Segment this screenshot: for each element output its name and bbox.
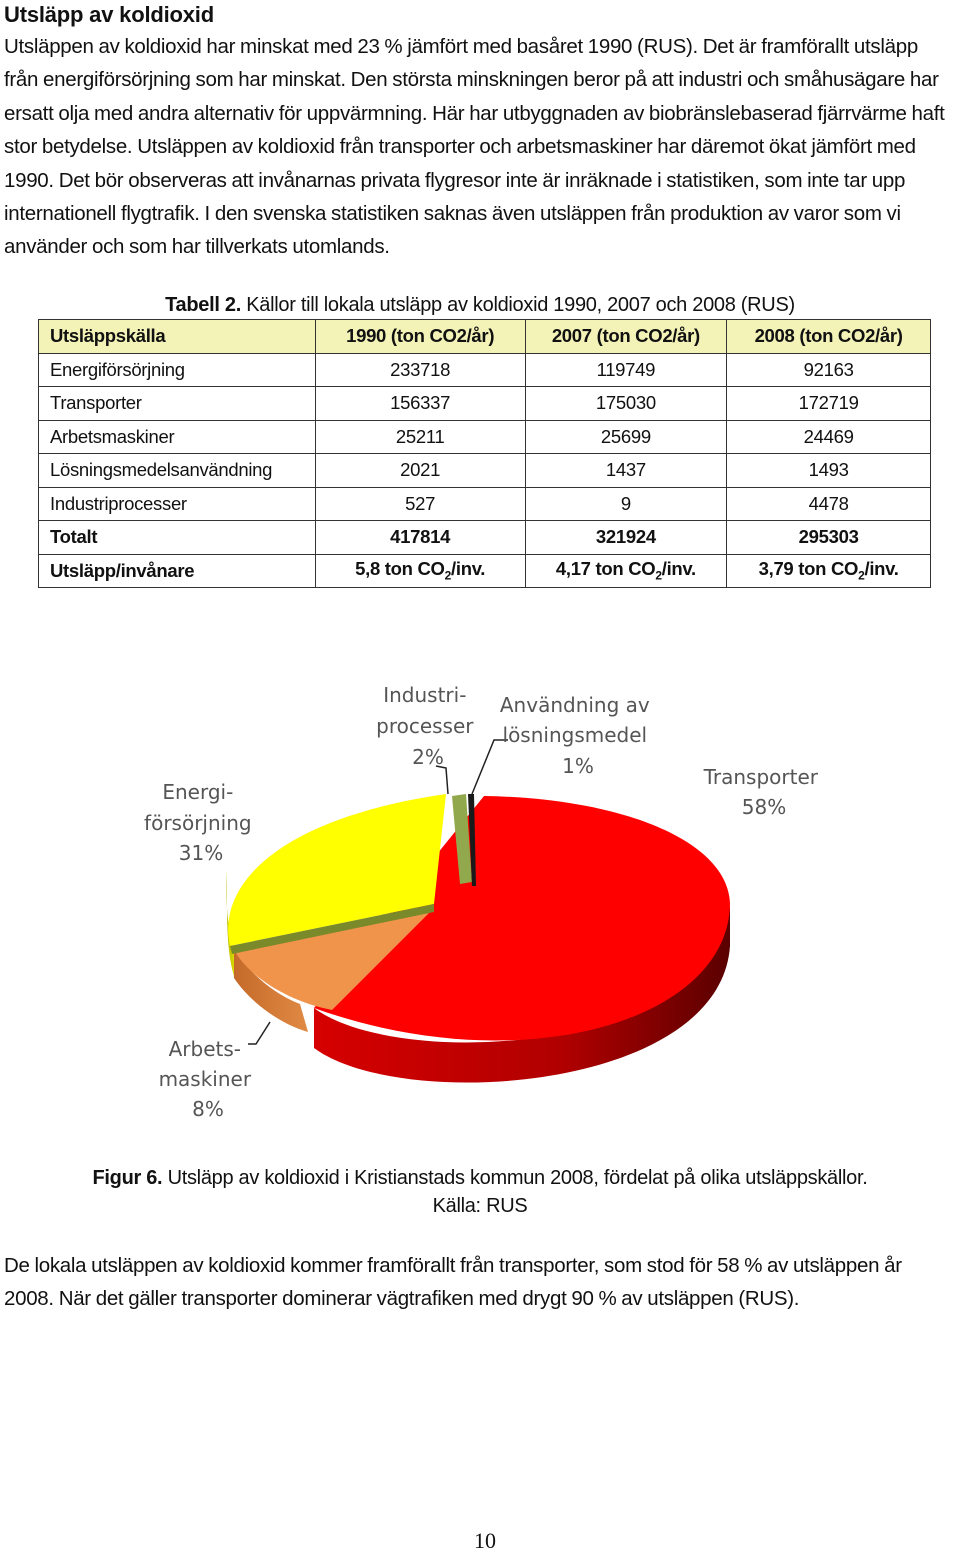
table-cell: 295303 <box>727 521 931 555</box>
unit-text: /inv. <box>864 558 899 580</box>
table-row <box>39 353 931 387</box>
table-cell <box>727 554 931 588</box>
losning-label <box>500 693 656 778</box>
label-line: Industri- <box>383 683 467 707</box>
intro-paragraph: Utsläppen av koldioxid har minskat med 23 % jämfört med basåret 1990 (RUS). Det är framförallt utsläpp från energiförsörjning som har minskat. Den största minskningen beror på att industri och småhusägare har ersatt olja med andra alternativ för uppvärmning. Här har utbyggnaden av biobränslebaserad fjärrvärme haft stor betydelse. Utsläppen av koldioxid från transporter och arbetsmaskiner har däremot ökat jämfört med 1990. Det bör observeras att invånarnas privata flygresor inte är inräknade i statistiken, som inte tar upp internationell flygtrafik. I den svenska statistiken saknas även utsläppen från produktion av varor som vi använder och som har tillverkats utomlands. <box>4 35 945 259</box>
label-value: 1% <box>562 754 594 778</box>
label-line: Transporter <box>703 765 819 789</box>
label-line: Användning av <box>499 693 650 717</box>
unit-text: /inv. <box>451 558 486 580</box>
table-row <box>39 487 931 521</box>
unit-text: /inv. <box>661 558 696 580</box>
header-cell: 1990 (ton CO2/år) <box>315 320 525 354</box>
label-line: Arbets- <box>168 1037 242 1061</box>
table-cell: 24469 <box>727 420 931 454</box>
value-text: 5,8 ton CO <box>355 558 445 580</box>
table-total-row <box>39 521 931 555</box>
table-cell: 2021 <box>315 454 525 488</box>
figure-caption-text: Utsläpp av koldioxid i Kristianstads kommun 2008, fördelat på olika utsläppskällor. <box>162 1167 868 1189</box>
industri-leader-line <box>436 766 448 794</box>
subscript: 2 <box>655 569 662 584</box>
page-number: 10 <box>474 1528 496 1553</box>
table-cell: Transporter <box>39 387 316 421</box>
table-per-capita-row <box>39 554 931 588</box>
pie-chart-svg <box>100 672 860 1132</box>
header-cell: Utsläppskälla <box>39 320 316 354</box>
table-cell: 25211 <box>315 420 525 454</box>
table-cell: 233718 <box>315 353 525 387</box>
table-caption-label: Tabell 2. <box>165 294 241 316</box>
table-row <box>39 454 931 488</box>
value-text: 4,17 ton CO <box>555 558 656 580</box>
table-cell: Energiförsörjning <box>39 353 316 387</box>
label-value: 31% <box>178 841 224 865</box>
emissions-table <box>38 319 931 588</box>
label-value: 2% <box>412 745 444 769</box>
table-cell: 9 <box>525 487 727 521</box>
table-cell: Totalt <box>39 521 316 555</box>
table-cell: 119749 <box>525 353 727 387</box>
table-cell <box>315 554 525 588</box>
table-row <box>39 420 931 454</box>
table-cell: 417814 <box>315 521 525 555</box>
figure-source: Källa: RUS <box>432 1195 528 1217</box>
table-cell: Utsläpp/invånare <box>39 554 316 588</box>
label-line: processer <box>376 714 474 738</box>
header-cell: 2007 (ton CO2/år) <box>525 320 727 354</box>
label-line: lösningsmedel <box>502 723 648 747</box>
label-line: Energi- <box>162 780 234 804</box>
table-cell: 172719 <box>727 387 931 421</box>
figure-caption <box>0 1164 960 1192</box>
closing-paragraph: De lokala utsläppen av koldioxid kommer framförallt från transporter, som stod för 58 % av utsläppen år 2008. När det gäller transporter dominerar vägtrafiken med drygt 90 % av utsläppen (RUS). <box>4 1254 902 1311</box>
table-cell: Industriprocesser <box>39 487 316 521</box>
label-line: maskiner <box>158 1067 252 1091</box>
section-heading: Utsläpp av koldioxid <box>4 2 214 27</box>
table-cell: 527 <box>315 487 525 521</box>
label-value: 8% <box>192 1097 224 1121</box>
label-value: 58% <box>741 795 787 819</box>
subscript: 2 <box>444 569 452 584</box>
table-cell: 175030 <box>525 387 727 421</box>
table-cell <box>525 554 727 588</box>
table-caption-text: Källor till lokala utsläpp av koldioxid 1990, 2007 och 2008 (RUS) <box>240 294 795 316</box>
table-header-row <box>39 320 931 354</box>
header-cell: 2008 (ton CO2/år) <box>727 320 931 354</box>
industri-label <box>376 683 480 769</box>
energi-label <box>144 780 258 865</box>
losning-leader-line <box>472 740 508 794</box>
table-cell: 156337 <box>315 387 525 421</box>
subscript: 2 <box>858 569 865 584</box>
table-cell: Arbetsmaskiner <box>39 420 316 454</box>
figure-caption-label: Figur 6. <box>92 1167 163 1189</box>
table-cell: 1493 <box>727 454 931 488</box>
table-cell: 1437 <box>525 454 727 488</box>
table-cell: 92163 <box>727 353 931 387</box>
arbets-label <box>159 1037 258 1121</box>
table-caption <box>0 291 960 319</box>
table-row <box>39 387 931 421</box>
pie-chart <box>100 672 860 1132</box>
transport-label <box>703 765 825 819</box>
table-cell: 4478 <box>727 487 931 521</box>
arbets-leader-line <box>248 1022 270 1044</box>
label-line: försörjning <box>144 811 252 835</box>
value-text: 3,79 ton CO <box>758 558 859 580</box>
table-cell: 25699 <box>525 420 727 454</box>
table-cell: 321924 <box>525 521 727 555</box>
table-cell: Lösningsmedelsanvändning <box>39 454 316 488</box>
